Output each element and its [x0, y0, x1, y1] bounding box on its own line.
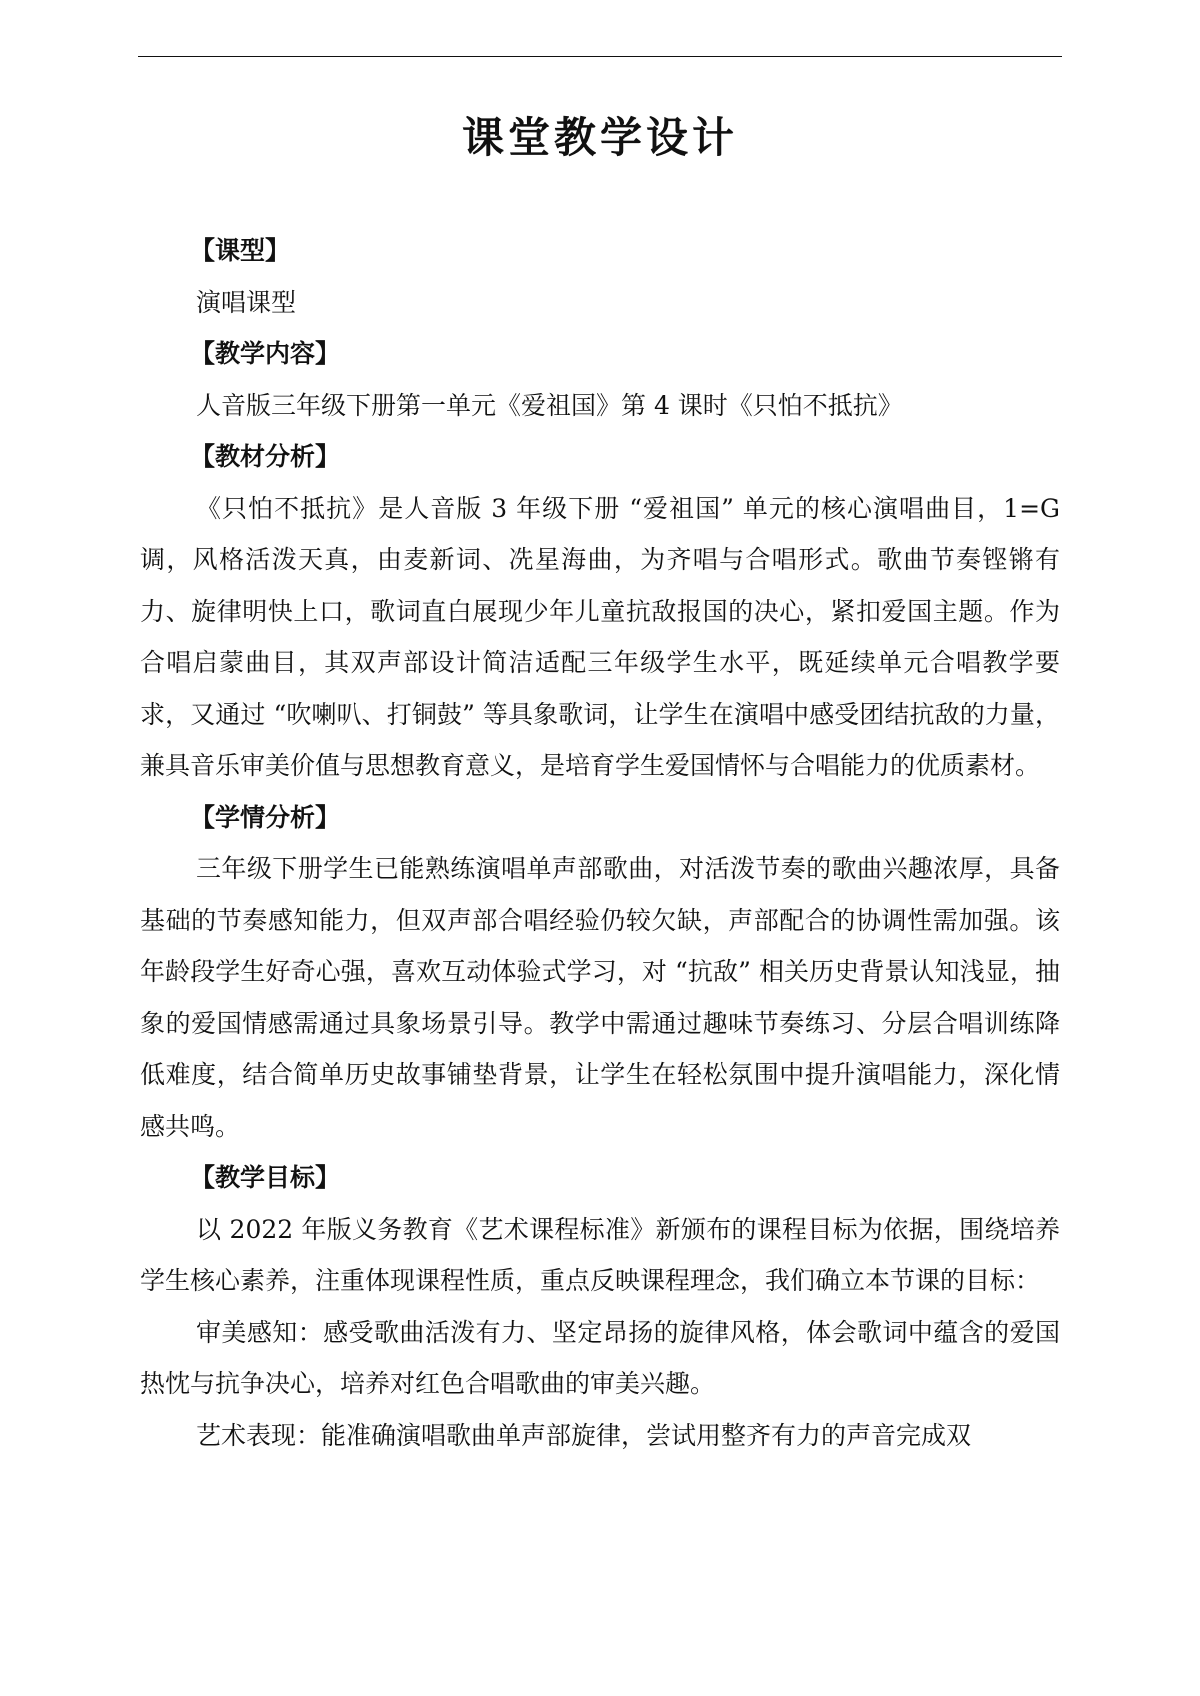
learner-analysis-paragraph: 三年级下册学生已能熟练演唱单声部歌曲，对活泼节奏的歌曲兴趣浓厚，具备基础的节奏感知能力，但双声部合唱经验仍较欠缺，声部配合的协调性需加强。该年龄段学生好奇心强，喜欢互动体验式学习，对 “抗敌” 相关历史背景认知浅显，抽象的爱国情感需通过具象场景引导。教学中需通过趣味节奏练习、分层合唱训练降低难度，结合简单历史故事铺垫背景，让学生在轻松氛围中提升演唱能力，深化情感共鸣。: [140, 854, 1060, 1141]
page-title: 课堂教学设计: [461, 113, 738, 162]
heading-lesson-type: 【课型】: [190, 236, 291, 265]
goal-artistic-expression: 艺术表现：能准确演唱歌曲单声部旋律，尝试用整齐有力的声音完成双: [196, 1420, 972, 1450]
heading-material-analysis: 【教材分析】: [190, 442, 341, 471]
material-analysis-paragraph: 《只怕不抵抗》是人音版 3 年级下册 “爱祖国” 单元的核心演唱曲目，1=G 调，风格活泼天真，由麦新词、冼星海曲，为齐唱与合唱形式。歌曲节奏铿锵有力、旋律明快上口，歌词直白展现少年儿童抗敌报国的决心，紧扣爱国主题。作为合唱启蒙曲目，其双声部设计简洁适配三年级学生水平，既延续单元合唱教学要求，又通过 “吹喇叭、打铜鼓” 等具象歌词，让学生在演唱中感受团结抗敌的力量，兼具音乐审美价值与思想教育意义，是培育学生爱国情怀与合唱能力的优质素材。: [140, 493, 1060, 780]
header-rule: [138, 56, 1062, 57]
goal-aesthetic-perception: 审美感知：感受歌曲活泼有力、坚定昂扬的旋律风格，体会歌词中蕴含的爱国热忱与抗争决心，培养对红色合唱歌曲的审美兴趣。: [140, 1317, 1060, 1398]
teaching-content-text: 人音版三年级下册第一单元《爱祖国》第 4 课时《只怕不抵抗》: [196, 390, 903, 420]
lesson-type-text: 演唱课型: [196, 287, 297, 317]
document-body: [140, 225, 1060, 1461]
heading-teaching-content: 【教学内容】: [190, 339, 341, 368]
teaching-goals-intro: 以 2022 年版义务教育《艺术课程标准》新颁布的课程目标为依据，围绕培养学生核心素养，注重体现课程性质，重点反映课程理念，我们确立本节课的目标：: [140, 1214, 1060, 1295]
heading-learner-analysis: 【学情分析】: [190, 802, 341, 832]
heading-teaching-goals: 【教学目标】: [190, 1163, 341, 1192]
